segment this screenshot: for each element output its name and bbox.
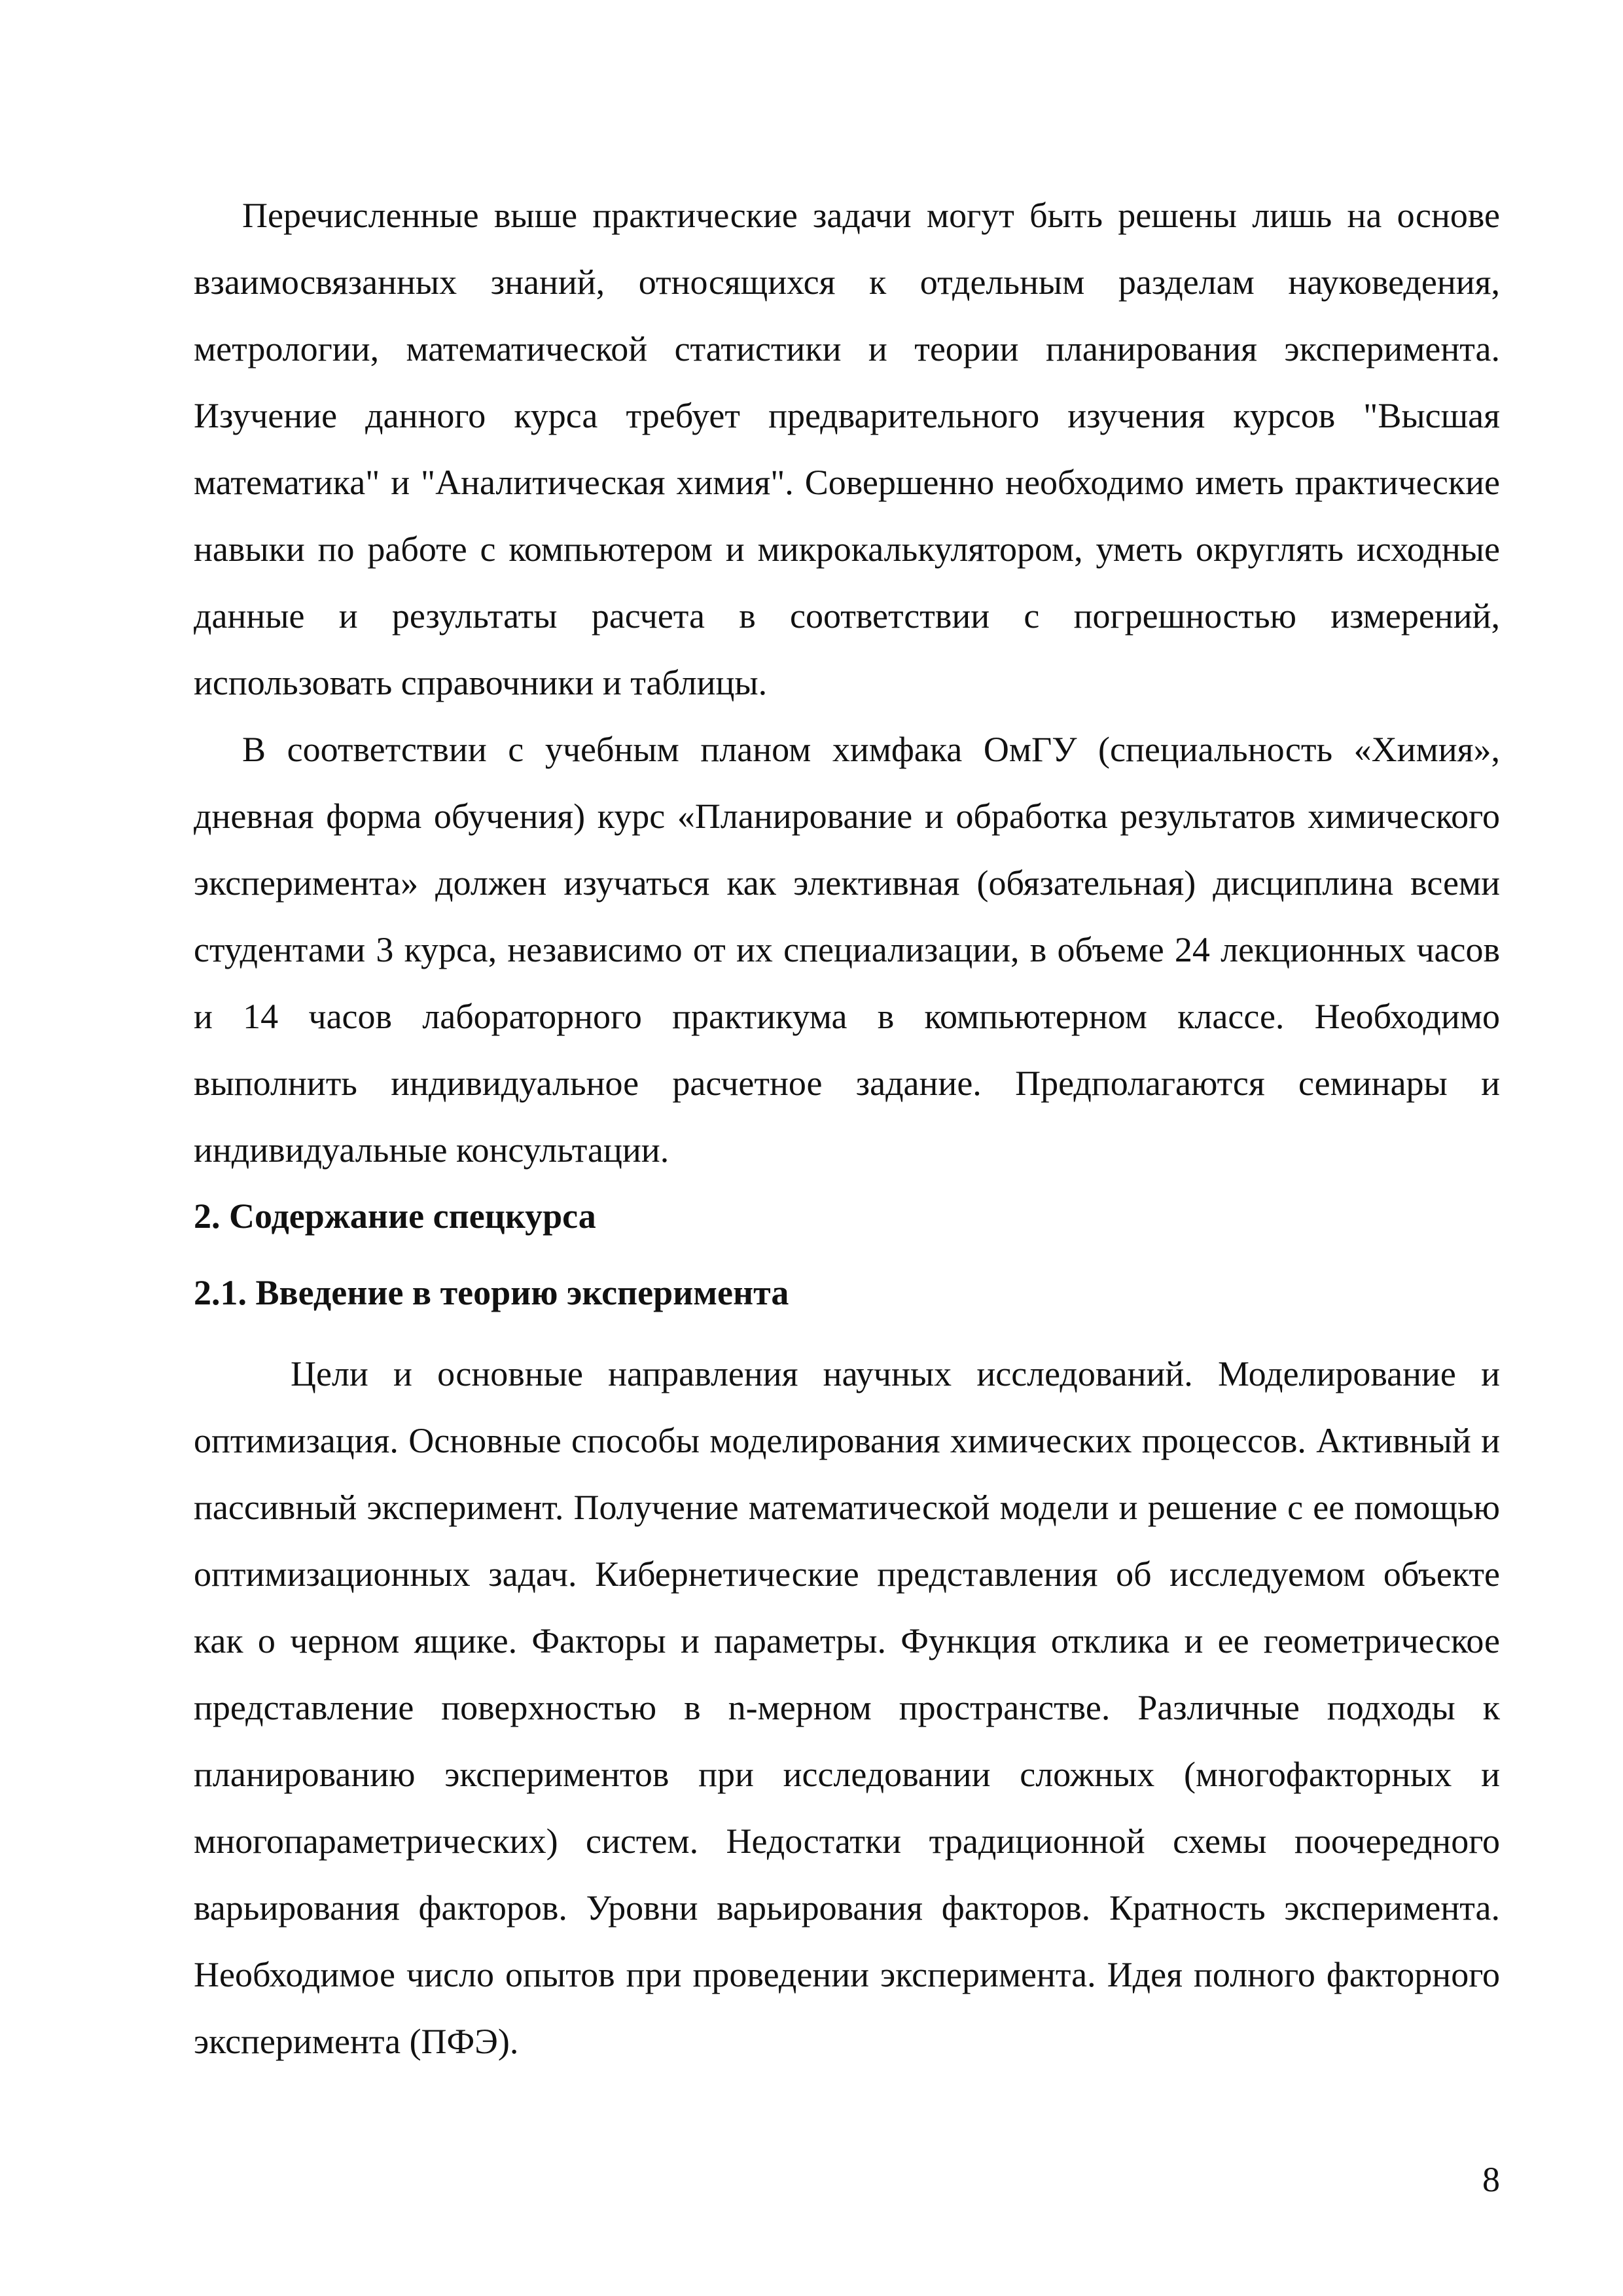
section-heading: 2. Содержание спецкурса (194, 1196, 596, 1236)
paragraph-curriculum: В соответствии с учебным планом химфака ОмГУ (специальность «Химия», дневная форма обучения) курс «Планирование и обработка результатов химического эксперимента» должен изучаться как элективная (обязательная) дисциплина всеми студентами 3 курса, независимо от их специализации, в объеме 24 лекционных часов и 14 часов лабораторного практикума в компьютерном классе. Необходимо выполнить индивидуальное расчетное задание. Предполагаются семинары и индивидуальные консультации. (194, 730, 1500, 1170)
paragraph-experiment-theory: Цели и основные направления научных исследований. Моделирование и оптимизация. Основные способы моделирования химических процессов. Активный и пассивный эксперимент. Получение математической модели и решение с ее помощью оптимизационных задач. Кибернетические представления об исследуемом объекте как о черном ящике. Факторы и параметры. Функция отклика и ее геометрическое представление поверхностью в n-мерном пространстве. Различные подходы к планированию экспериментов при исследовании сложных (многофакторных и многопараметрических) систем. Недостатки традиционной схемы поочередного варьирования факторов. Уровни варьирования факторов. Кратность эксперимента. Необходимое число опытов при проведении эксперимента. Идея полного факторного эксперимента (ПФЭ). (194, 1354, 1500, 2061)
page-number: 8 (1482, 2160, 1500, 2199)
intro-text-block (194, 182, 1500, 1183)
paragraph-prerequisites: Перечисленные выше практические задачи могут быть решены лишь на основе взаимосвязанных знаний, относящихся к отдельным разделам науковедения, метрологии, математической статистики и теории планирования эксперимента. Изучение данного курса требует предварительного изучения курсов "Высшая математика" и "Аналитическая химия". Совершенно необходимо иметь практические навыки по работе с компьютером и микрокалькулятором, уметь округлять исходные данные и результаты расчета в соответствии с погрешностью измерений, использовать справочники и таблицы. (194, 196, 1500, 702)
subsection-text-block (194, 1340, 1500, 2075)
subsection-heading: 2.1. Введение в теорию эксперимента (194, 1273, 789, 1312)
